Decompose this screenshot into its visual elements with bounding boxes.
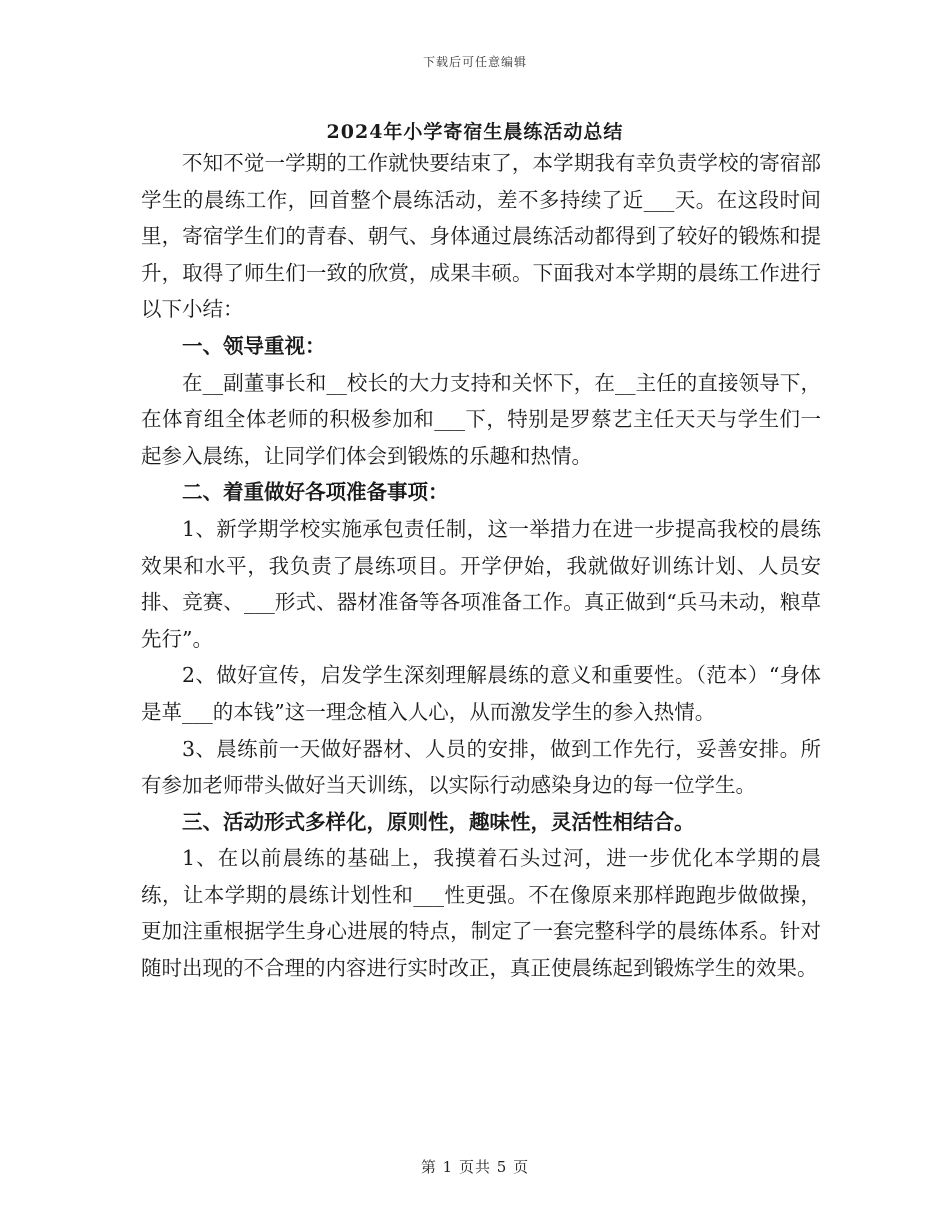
document-title: 2024年小学寄宿生晨练活动总结	[326, 121, 624, 143]
page-footer: 第 1 页共 5 页	[420, 1158, 530, 1176]
body-paragraph: 3、晨练前一天做好器材、人员的安排，做到工作先行，妥善安排。所有参加老师带头做好当天训练，以实际行动感染身边的每一位学生。	[141, 736, 821, 798]
section-heading-2: 二、着重做好各项准备事项：	[182, 480, 449, 505]
body-paragraph: 在__副董事长和__校长的大力支持和关怀下，在__主任的直接领导下，在体育组全体老师的积极参加和___下，特别是罗蔡艺主任天天与学生们一起参入晨练，让同学们体会到锻炼的乐趣和热情。	[141, 370, 821, 468]
intro-paragraph: 不知不觉一学期的工作就快要结束了，本学期我有幸负责学校的寄宿部学生的晨练工作，回首整个晨练活动，差不多持续了近___天。在这段时间里，寄宿学生们的青春、朝气、身体通过晨练活动都得到了较好的锻炼和提升，取得了师生们一致的欣赏，成果丰硕。下面我对本学期的晨练工作进行以下小结：	[141, 151, 821, 322]
document-body	[141, 145, 821, 987]
header-note: 下载后可任意编辑	[422, 55, 527, 69]
section-heading-1: 一、领导重视：	[182, 333, 326, 358]
body-paragraph: 1、新学期学校实施承包责任制，这一举措力在进一步提高我校的晨练效果和水平，我负责了晨练项目。开学伊始，我就做好训练计划、人员安排、竞赛、___形式、器材准备等各项准备工作。真正做到“兵马未动，粮草先行”。	[141, 516, 821, 651]
body-paragraph: 1、在以前晨练的基础上，我摸着石头过河，进一步优化本学期的晨练，让本学期的晨练计划性和___性更强。不在像原来那样跑跑步做做操，更加注重根据学生身心进展的特点，制定了一套完整科学的晨练体系。针对随时出现的不合理的内容进行实时改正，真正使晨练起到锻炼学生的效果。	[141, 846, 821, 981]
section-heading-3: 三、活动形式多样化，原则性，趣味性，灵活性相结合。	[182, 809, 695, 834]
body-paragraph: 2、做好宣传，启发学生深刻理解晨练的意义和重要性。（范本）“身体是革___的本钱”这一理念植入人心，从而激发学生的参入热情。	[141, 663, 821, 724]
